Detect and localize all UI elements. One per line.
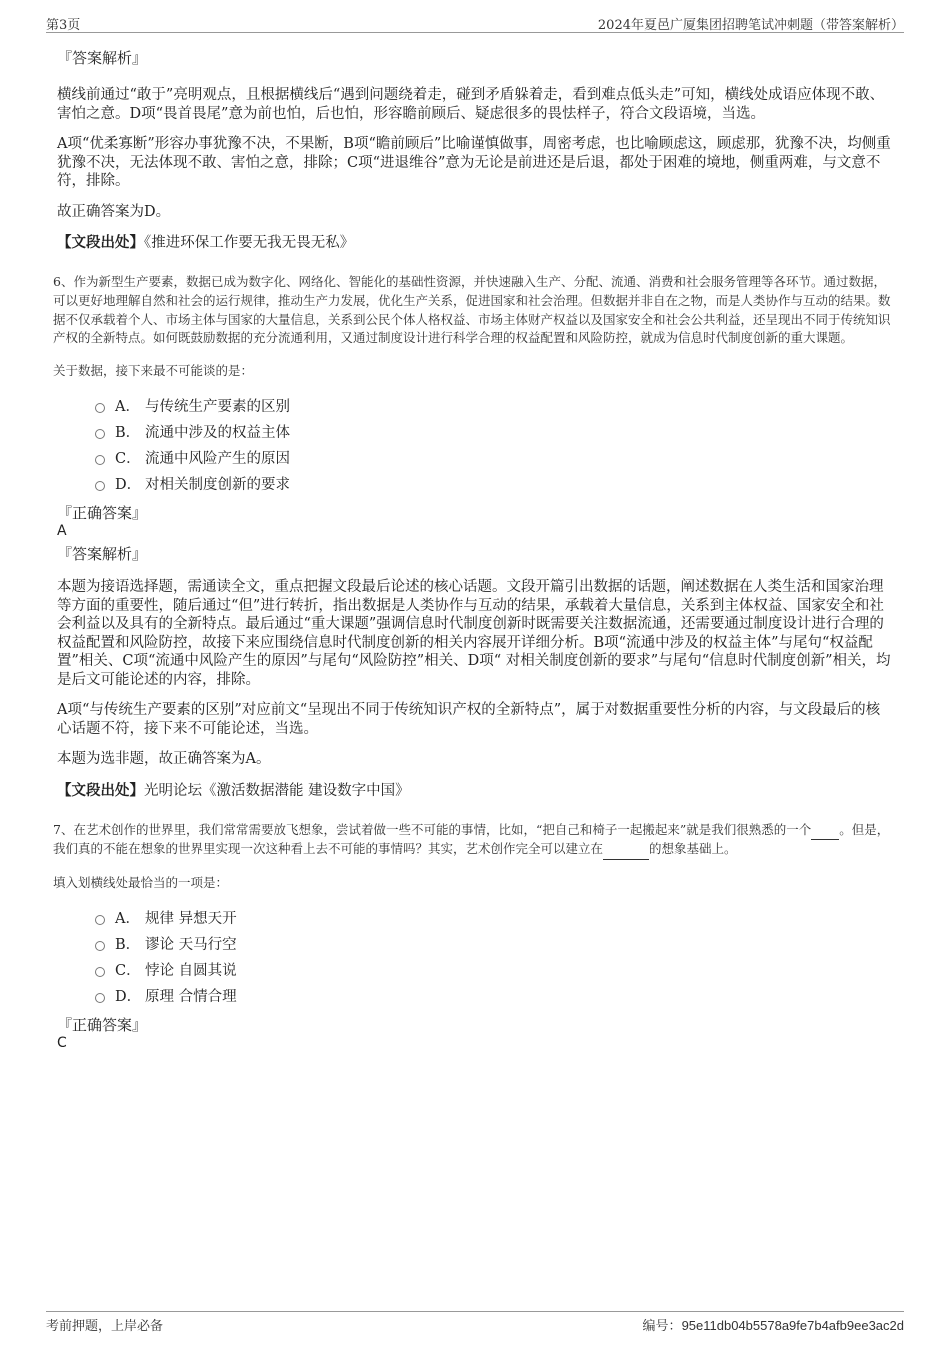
option-text: 对相关制度创新的要求 (145, 477, 290, 494)
q6-option-a[interactable] (95, 394, 893, 420)
q6-analysis-p2: A项“与传统生产要素的区别”对应前文“呈现出不同于传统知识产权的全新特点”，属于对数据重要性分析的内容，与文段最后的核心话题不符，接下来不可能论述，当选。 (57, 702, 881, 737)
q5-source-label: 【文段出处】 (57, 234, 144, 251)
radio-icon[interactable] (95, 967, 105, 977)
option-text: 规律 异想天开 (145, 911, 237, 928)
option-text: 原理 合情合理 (145, 989, 237, 1006)
serial-label: 编号： (642, 1319, 682, 1334)
option-text: 与传统生产要素的区别 (145, 399, 290, 416)
document-title: 2024年夏邑广厦集团招聘笔试冲刺题（带答案解析） (597, 18, 904, 33)
q5-analysis-p2: A项“优柔寡断”形容办事犹豫不决，不果断，B项“瞻前顾后”比喻谨慎做事，周密考虑，也比喻顾虑这，顾虑那，犹豫不决，均侧重犹豫不决，无法体现不敢、害怕之意，排除；C项“进退维谷”意为无论是前进还是后退，都处于困难的境地，侧重两难，与文意不符，排除。 (57, 136, 891, 189)
radio-icon[interactable] (95, 941, 105, 951)
q6-option-c[interactable] (95, 446, 893, 472)
q6-option-d[interactable] (95, 472, 893, 498)
footer-serial (643, 1315, 904, 1334)
q7-stem-part2: 。但是，我们真的不能在想象的世界里实现一次这种看上去不可能的事情吗？其实，艺术创作完全可以建立在 (53, 821, 890, 857)
q6-source-text: 光明论坛《激活数据潜能 建设数字中国》 (144, 782, 410, 799)
page-footer (46, 1311, 904, 1332)
q6-analysis-label: 『答案解析』 (57, 545, 148, 564)
q7-options (95, 906, 893, 1010)
q5-analysis-p3: 故正确答案为D。 (57, 203, 171, 220)
q7-option-d[interactable] (95, 984, 893, 1010)
q6-answer-label: 『正确答案』 (57, 504, 148, 523)
radio-icon[interactable] (95, 481, 105, 491)
q6-stem: 6、作为新型生产要素，数据已成为数字化、网络化、智能化的基础性资源，并快速融入生产、分配、流通、消费和社会服务管理等各环节。通过数据，可以更好地理解自然和社会的运行规律，推动生产力发展，优化生产关系，促进国家和社会治理。但数据并非自在之物，而是人类协作与互动的结果。数据不仅承载着个人、市场主体与国家的大量信息，关系到公民个体人格权益、市场主体财产权益以及国家安全和社会公共利益，还呈现出不同于传统知识产权的全新特点。如何既鼓励数据的充分流通利用，又通过制度设计进行科学合理的权益配置和风险防控，就成为信息时代制度创新的重大课题。 (53, 274, 891, 346)
q7-option-b[interactable] (95, 932, 893, 958)
page-header (46, 12, 904, 33)
page-number: 第3页 (46, 18, 81, 33)
q5-source (57, 233, 893, 253)
q5-source-text: 《推进环保工作要无我无畏无私》 (144, 235, 355, 251)
radio-icon[interactable] (95, 993, 105, 1003)
option-text: 流通中涉及的权益主体 (145, 425, 290, 442)
q7-blank-1 (811, 821, 839, 841)
q7-option-c[interactable] (95, 958, 893, 984)
option-key: B． (115, 937, 141, 954)
option-key: D． (115, 989, 142, 1006)
radio-icon[interactable] (95, 455, 105, 465)
serial-number: 95e11db04b5578a9fe7b4afb9ee3ac2d (681, 1318, 904, 1333)
option-key: D． (115, 477, 142, 494)
option-key: A． (115, 911, 140, 928)
q6-option-b[interactable] (95, 420, 893, 446)
q7-stem-part3: 的想象基础上。 (649, 841, 737, 857)
q7-answer: C (57, 1035, 67, 1052)
q7-stem (53, 821, 893, 861)
q6-options (95, 394, 893, 498)
q6-source (57, 781, 893, 801)
option-text: 流通中风险产生的原因 (145, 451, 290, 468)
q5-analysis-p1: 横线前通过“敢于”亮明观点，且根据横线后“遇到问题绕着走，碰到矛盾躲着走，看到难点低头走”可知，横线处成语应体现不敢、害怕之意。D项“畏首畏尾”意为前也怕，后也怕，形容瞻前顾后、疑虑很多的畏怯样子，符合文段语境，当选。 (57, 87, 885, 122)
option-text: 谬论 天马行空 (145, 937, 237, 954)
q7-blank-2 (603, 840, 649, 860)
q7-option-a[interactable] (95, 906, 893, 932)
option-key: B． (115, 425, 141, 442)
page-content (53, 48, 893, 1056)
option-key: C． (115, 451, 141, 468)
radio-icon[interactable] (95, 403, 105, 413)
q5-analysis-label: 『答案解析』 (57, 49, 148, 67)
radio-icon[interactable] (95, 915, 105, 925)
q7-stem-part1: 7、在艺术创作的世界里，我们常常需要放飞想象，尝试着做一些不可能的事情，比如，“把自己和椅子一起搬起来”就是我们很熟悉的一个 (53, 821, 812, 837)
q6-source-label: 【文段出处】 (57, 781, 144, 799)
option-text: 悖论 自圆其说 (145, 963, 237, 980)
footer-slogan: 考前押题，上岸必备 (46, 1319, 164, 1334)
q6-analysis-p3: 本题为选非题，故正确答案为A。 (57, 751, 271, 768)
q7-prompt: 填入划横线处最恰当的一项是： (53, 875, 229, 891)
option-key: A． (115, 399, 140, 416)
q6-prompt: 关于数据，接下来最不可能谈的是： (53, 363, 254, 379)
radio-icon[interactable] (95, 429, 105, 439)
q6-answer: A (57, 523, 67, 540)
q7-answer-label: 『正确答案』 (57, 1016, 148, 1035)
q6-analysis-p1: 本题为接语选择题，需通读全文，重点把握文段最后论述的核心话题。文段开篇引出数据的话题，阐述数据在人类生活和国家治理等方面的重要性，随后通过“但”进行转折，指出数据是人类协作与互动的结果，承载着大量信息，关系到主体权益、国家安全和社会利益以及具有的全新特点。最后通过“重大课题”强调信息时代制度创新时既需要关注数据流通，还需要通过制度设计进行合理的权益配置和风险防控，故接下来应围绕信息时代制度创新的相关内容展开详细分析。B项“流通中涉及的权益主体”与尾句“权益配置”相关、C项“流通中风险产生的原因”与尾句“风险防控”相关、D项“ 对相关制度创新的要求”与尾句“信息时代制度创新”相关，均是后文可能论述的内容，排除。 (57, 579, 891, 688)
option-key: C． (115, 963, 141, 980)
